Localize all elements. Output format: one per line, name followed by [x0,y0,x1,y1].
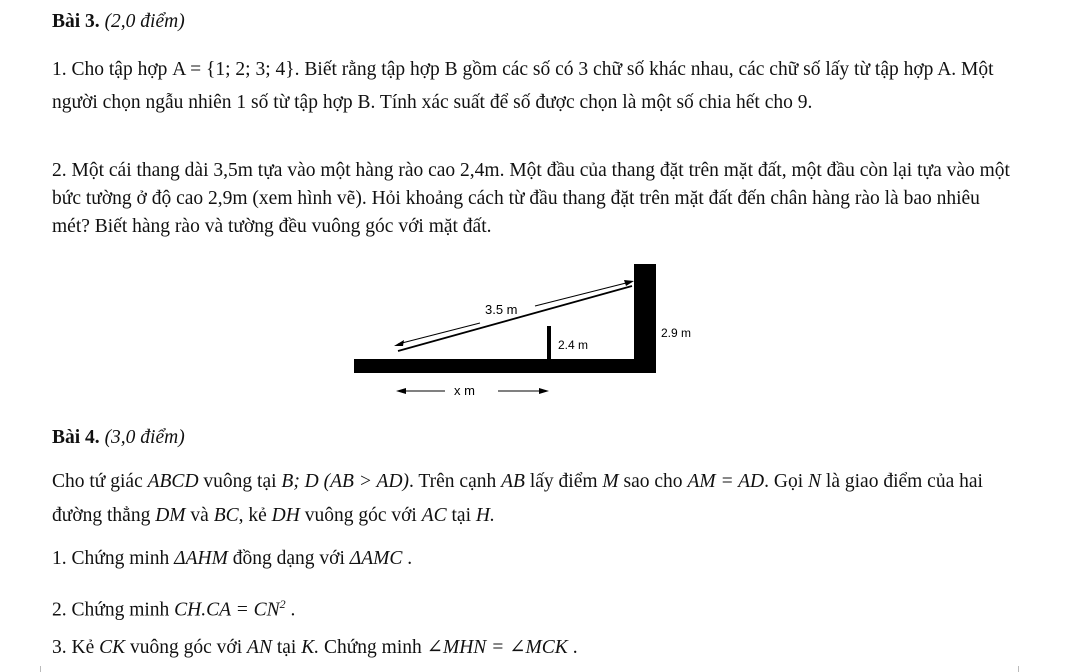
bai4-question-3 [52,632,1014,663]
ground-label: x m [454,383,475,398]
intro-text: là giao điểm của hai đường thẳng [52,471,983,526]
q1-part1: 1. Cho tập hợp [52,59,168,80]
intro-text: vuông tại [203,471,277,492]
bai4-question-2 [52,589,1014,626]
page-corner-right [1018,666,1019,672]
intro-text: lấy điểm [529,471,598,492]
line-bc: BC [213,505,239,526]
q-text: 3. Kẻ [52,637,95,658]
point-n: N [808,471,822,492]
point-k: K. [301,637,320,658]
segment-ab: AB [501,471,525,492]
angle-equation: ∠MHN = ∠MCK [426,637,568,658]
wall-bar [634,264,656,373]
equation-am-ad: AM = AD [687,471,765,492]
equation-ch-ca: CH.CA = CN [174,599,280,621]
intro-text: sao cho [623,471,683,492]
intro-text: Cho tứ giác [52,471,143,492]
ground-arrow-left-icon [396,388,406,394]
ground-bar [354,359,656,373]
intro-text: . Trên cạnh [409,471,497,492]
bai3-question-2 [52,157,1014,241]
q-text: vuông góc với [130,637,243,658]
segment-dh: DH [271,505,300,526]
fence-label: 2.4 m [558,338,589,352]
bai3-heading [52,6,1014,37]
bai3-points: (2,0 điểm) [104,11,185,32]
q-text: 1. Chứng minh [52,548,170,569]
fence-bar [547,326,551,360]
q1-part2: . Biết rằng tập hợp B gồm các số có 3 chữ số khác nhau, các chữ số lấy từ tập hợp A. Một người chọn ngẫu nhiên 1 số từ tập hợp B. Tính xác suất để số được chọn là một số chia hết cho 9. [52,59,994,113]
q-text: . [290,599,296,621]
q-text: đồng dạng với [232,548,345,569]
page-corner-left [40,666,41,672]
segment-ck: CK [99,637,126,658]
bai4-points: (3,0 điểm) [104,427,185,448]
bai3-title: Bài 3. [52,11,100,32]
ladder-arrow-right-icon [624,280,634,286]
triangle-amc: ΔAMC [349,548,403,569]
condition: (AB > AD) [323,471,410,492]
bai4-title: Bài 4. [52,427,100,448]
ground-arrow-right-icon [539,388,549,394]
ladder-dim-right [535,282,630,306]
intro-text: tại [451,505,472,526]
intro-text: và [190,505,209,526]
ladder-figure [350,262,720,400]
vertices-bd: B; D [281,471,319,492]
bai4-intro [52,465,1014,533]
segment-ac: AC [421,505,447,526]
bai4-heading [52,422,1014,453]
point-m: M [602,471,619,492]
exponent: 2 [279,597,286,611]
q1-set: A = {1; 2; 3; 4} [172,59,295,80]
intro-text: . Gọi [764,471,804,492]
intro-text: , kẻ [238,505,267,526]
point-h: H. [475,505,495,526]
q-text: tại [276,637,297,658]
q-text: . [407,548,413,569]
q2-text: 2. Một cái thang dài 3,5m tựa vào một hàng rào cao 2,4m. Một đầu của thang đặt trên mặt đất, một đầu còn lại tựa vào một bức tường ở độ cao 2,9m (xem hình vẽ). Hỏi khoảng cách từ đầu thang đặt trên mặt đất đến chân hàng rào là bao nhiêu mét? Biết hàng rào và tường đều vuông góc với mặt đất. [52,160,1010,237]
ladder-dim-left [398,323,480,344]
wall-label: 2.9 m [661,326,692,340]
line-dm: DM [155,505,186,526]
quad-abcd: ABCD [147,471,199,492]
ladder-line [398,286,632,351]
intro-text: vuông góc với [304,505,417,526]
segment-an: AN [247,637,272,658]
bai4-question-1 [52,543,1014,574]
bai3-question-1 [52,53,1014,119]
ladder-label: 3.5 m [485,302,518,317]
q-text: 2. Chứng minh [52,599,170,621]
q-text: Chứng minh [323,637,422,658]
ladder-arrow-left-icon [394,340,404,346]
q-text: . [572,637,578,658]
triangle-ahm: ΔAHM [174,548,228,569]
